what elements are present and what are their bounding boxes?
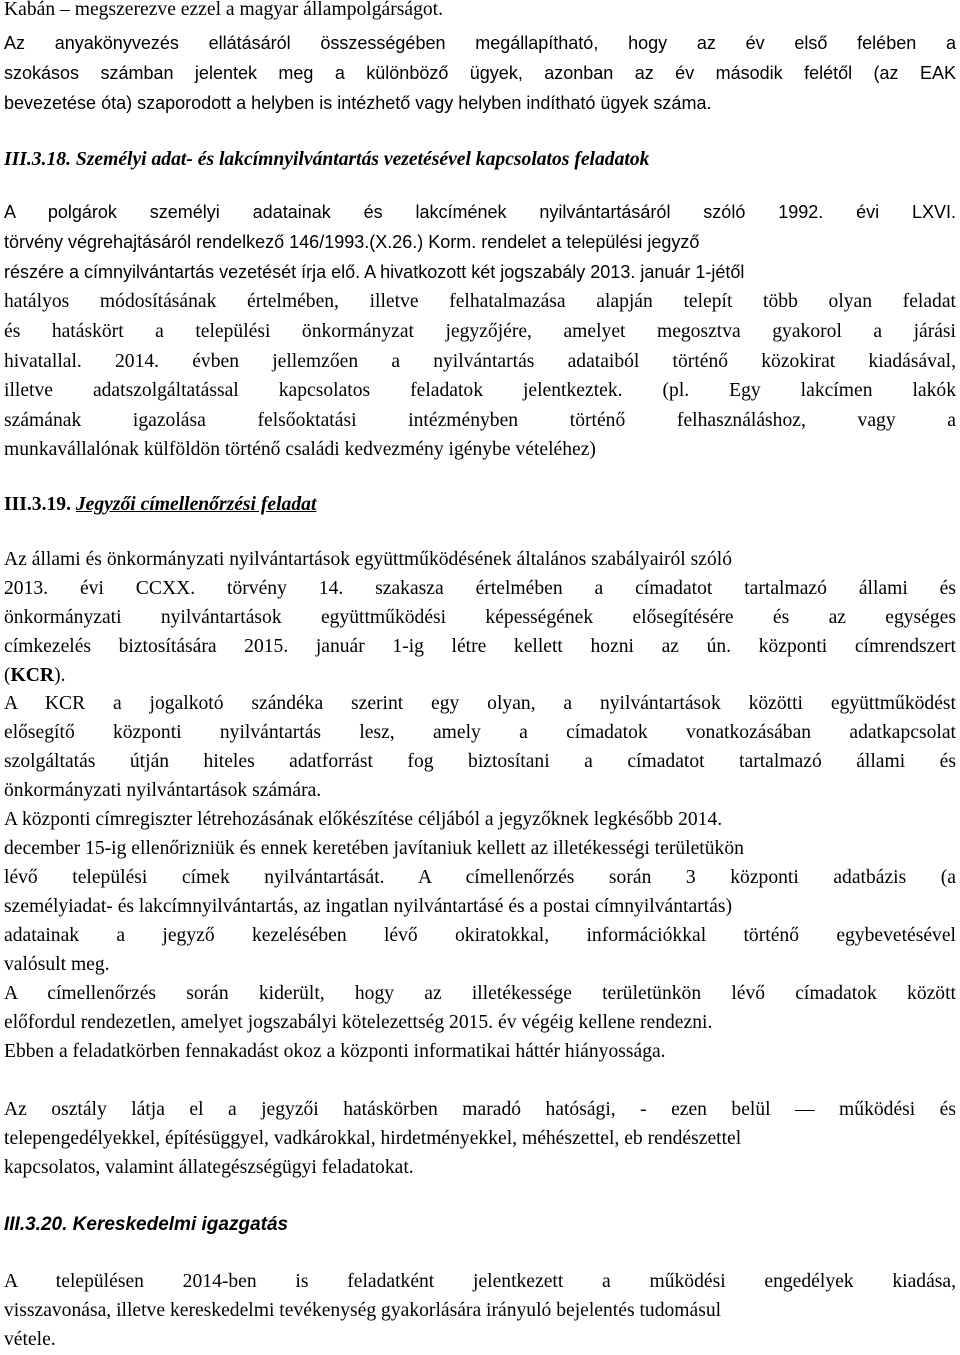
kcr-abbr: KCR	[10, 665, 55, 686]
section-heading	[4, 493, 956, 519]
text-line: Kabán – megszerezve ezzel a magyar állampolgárságot.	[4, 0, 444, 20]
text-line: hivatallal. 2014. évben jellemzően a nyilvántartás adataiból történő közokirat kiadásával,	[4, 351, 956, 372]
text-line: önkormányzati nyilvántartások együttműködési képességének elősegítésére és az egységes	[4, 607, 956, 628]
kcr-close: ).	[54, 665, 66, 686]
text-line: személyiadat- és lakcímnyilvántartás, az ingatlan nyilvántartásé és a postai címnyilvántartás)	[4, 896, 732, 917]
text-line: bevezetése óta) szaporodott a helyben is intézhető vagy helyben indítható ügyek száma.	[4, 93, 712, 113]
text-line: elősegítő központi nyilvántartás lesz, amely a címadatok vonatkozásában adatkapcsolat	[4, 722, 956, 743]
text-line	[4, 664, 956, 690]
text-line: A polgárok személyi adatainak és lakcímének nyilvántartásáról szóló 1992. évi LXVI.	[4, 202, 956, 222]
text-line: Az állami és önkormányzati nyilvántartások együttműködésének általános szabályairól szóló	[4, 549, 733, 570]
text-line: szokásos számban jelentek meg a különböző ügyek, azonban az év második felétől (az EAK	[4, 63, 956, 83]
text-line: Az anyakönyvezés ellátásáról összességében megállapítható, hogy az év első felében a	[4, 33, 956, 53]
text-line: munkavállalónak külföldön történő családi kedvezmény igénybe vételéhez)	[4, 439, 596, 460]
text-line: Ebben a feladatkörben fennakadást okoz a központi informatikai háttér hiányossága.	[4, 1041, 666, 1062]
text-line: szolgáltatás útján hiteles adatforrást fog biztosítani a címadatot tartalmazó állami és	[4, 751, 956, 772]
text-line: kapcsolatos, valamint állategészségügyi feladatokat.	[4, 1157, 414, 1178]
text-line: címkezelés biztosítására 2015. január 1-ig létre kellett hozni az ún. központi címrendszert	[4, 636, 956, 657]
text-line: A településen 2014-ben is feladatként jelentkezett a működési engedélyek kiadása,	[4, 1271, 956, 1292]
heading-number: III.3.19.	[4, 494, 71, 515]
section-heading: III.3.18. Személyi adat- és lakcímnyilvántartás vezetésével kapcsolatos feladatok	[4, 149, 650, 170]
text-line: adatainak a jegyző kezelésében lévő okiratokkal, információkkal történő egybevetésével	[4, 925, 956, 946]
text-line: A KCR a jogalkotó szándéka szerint egy olyan, a nyilvántartások közötti együttműködést	[4, 693, 956, 714]
text-line: december 15-ig ellenőrizniük és ennek keretében javítaniuk kellett az illetékességi területükön	[4, 838, 744, 859]
text-line: lévő települési címek nyilvántartását. A címellenőrzés során 3 központi adatbázis (a	[4, 867, 956, 888]
text-line: vétele.	[4, 1329, 56, 1350]
text-line: 2013. évi CCXX. törvény 14. szakasza értelmében a címadatot tartalmazó állami és	[4, 578, 956, 599]
text-line: számának igazolása felsőoktatási intézményben történő felhasználáshoz, vagy a	[4, 410, 956, 431]
text-line: előfordul rendezetlen, amelyet jogszabályi kötelezettség 2015. év végéig kellene rendezni.	[4, 1012, 713, 1033]
text-line: és hatáskört a települési önkormányzat jegyzőjére, amelyet megosztva gyakorol a járási	[4, 321, 956, 342]
text-line: telepengedélyekkel, építésüggyel, vadkárokkal, hirdetményekkel, méhészettel, eb rendészettel	[4, 1128, 742, 1149]
text-line: részére a címnyilvántartás vezetését írja elő. A hivatkozott két jogszabály 2013. január 1-jétől	[4, 262, 745, 282]
kcr-open: (	[4, 665, 11, 686]
text-line: visszavonása, illetve kereskedelmi tevékenység gyakorlására irányuló bejelentés tudomásul	[4, 1300, 722, 1321]
text-line: A címellenőrzés során kiderült, hogy az illetékessége területünkön lévő címadatok között	[4, 983, 956, 1004]
text-line: illetve adatszolgáltatással kapcsolatos feladatok jelentkeztek. (pl. Egy lakcímen lakók	[4, 380, 956, 401]
heading-title: Jegyzői címellenőrzési feladat	[75, 494, 317, 515]
text-line: A központi címregiszter létrehozásának előkészítése céljából a jegyzőknek legkésőbb 2014.	[4, 809, 723, 830]
text-line: hatályos módosításának értelmében, illetve felhatalmazása alapján telepít több olyan feladat	[4, 291, 956, 312]
section-heading: III.3.20. Kereskedelmi igazgatás	[4, 1214, 289, 1235]
text-line: valósult meg.	[4, 954, 110, 975]
text-line: önkormányzati nyilvántartások számára.	[4, 780, 322, 801]
text-line: törvény végrehajtásáról rendelkező 146/1993.(X.26.) Korm. rendelet a települési jegyző	[4, 232, 700, 252]
text-line: Az osztály látja el a jegyzői hatáskörben maradó hatósági, - ezen belül — működési és	[4, 1099, 956, 1120]
